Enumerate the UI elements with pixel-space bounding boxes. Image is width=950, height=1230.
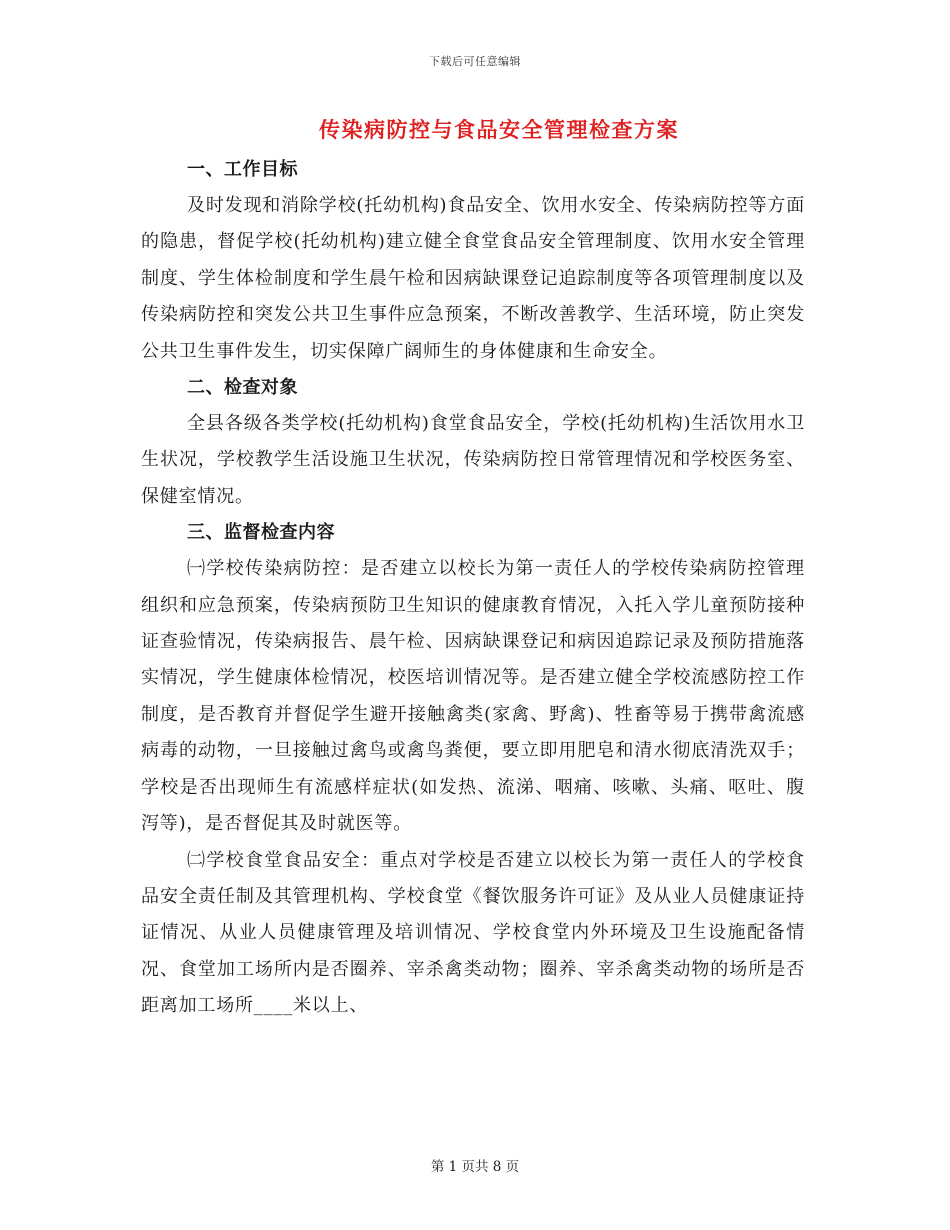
paragraph-canteen-food-safety: ㈡学校食堂食品安全：重点对学校是否建立以校长为第一责任人的学校食品安全责任制及其管理机构、学校食堂《餐饮服务许可证》及从业人员健康证持证情况、从业人员健康管理及培训情况、学校食堂内外环境及卫生设施配备情况、食堂加工场所内是否圈养、宰杀禽类动物；圈养、宰杀禽类动物的场所是否距离加工场所____米以上、	[141, 849, 805, 1017]
paragraph-work-goals: 及时发现和消除学校(托幼机构)食品安全、饮用水安全、传染病防控等方面的隐患，督促学校(托幼机构)建立健全食堂食品安全管理制度、饮用水安全管理制度、学生体检制度和学生晨午检和因病缺课登记追踪制度等各项管理制度以及传染病防控和突发公共卫生事件应急预案，不断改善教学、生活环境，防止突发公共卫生事件发生，切实保障广阔师生的身体健康和生命安全。	[141, 195, 805, 362]
paragraph-inspection-targets: 全县各级各类学校(托幼机构)食堂食品安全，学校(托幼机构)生活饮用水卫生状况，学校教学生活设施卫生状况，传染病防控日常管理情况和学校医务室、保健室情况。	[141, 413, 805, 507]
section-heading-work-goals: 一、工作目标	[187, 159, 298, 180]
section-heading-inspection-targets: 二、检查对象	[187, 377, 298, 399]
page-number-footer: 第 1 页共 8 页	[430, 1159, 520, 1175]
document-title: 传染病防控与食品安全管理检查方案	[319, 117, 679, 142]
page-header-note: 下载后可任意编辑	[429, 55, 521, 68]
document-body	[141, 152, 805, 1025]
section-heading-inspection-content: 三、监督检查内容	[187, 522, 335, 544]
paragraph-disease-control: ㈠学校传染病防控：是否建立以校长为第一责任人的学校传染病防控管理组织和应急预案，传染病预防卫生知识的健康教育情况，入托入学儿童预防接种证查验情况，传染病报告、晨午检、因病缺课登记和病因追踪记录及预防措施落实情况，学生健康体检情况，校医培训情况等。是否建立健全学校流感防控工作制度，是否教育并督促学生避开接触禽类(家禽、野禽)、牲畜等易于携带禽流感病毒的动物，一旦接触过禽鸟或禽鸟粪便，要立即用肥皂和清水彻底清洗双手；学校是否出现师生有流感样症状(如发热、流涕、咽痛、咳嗽、头痛、呕吐、腹泻等)，是否督促其及时就医等。	[141, 558, 805, 835]
